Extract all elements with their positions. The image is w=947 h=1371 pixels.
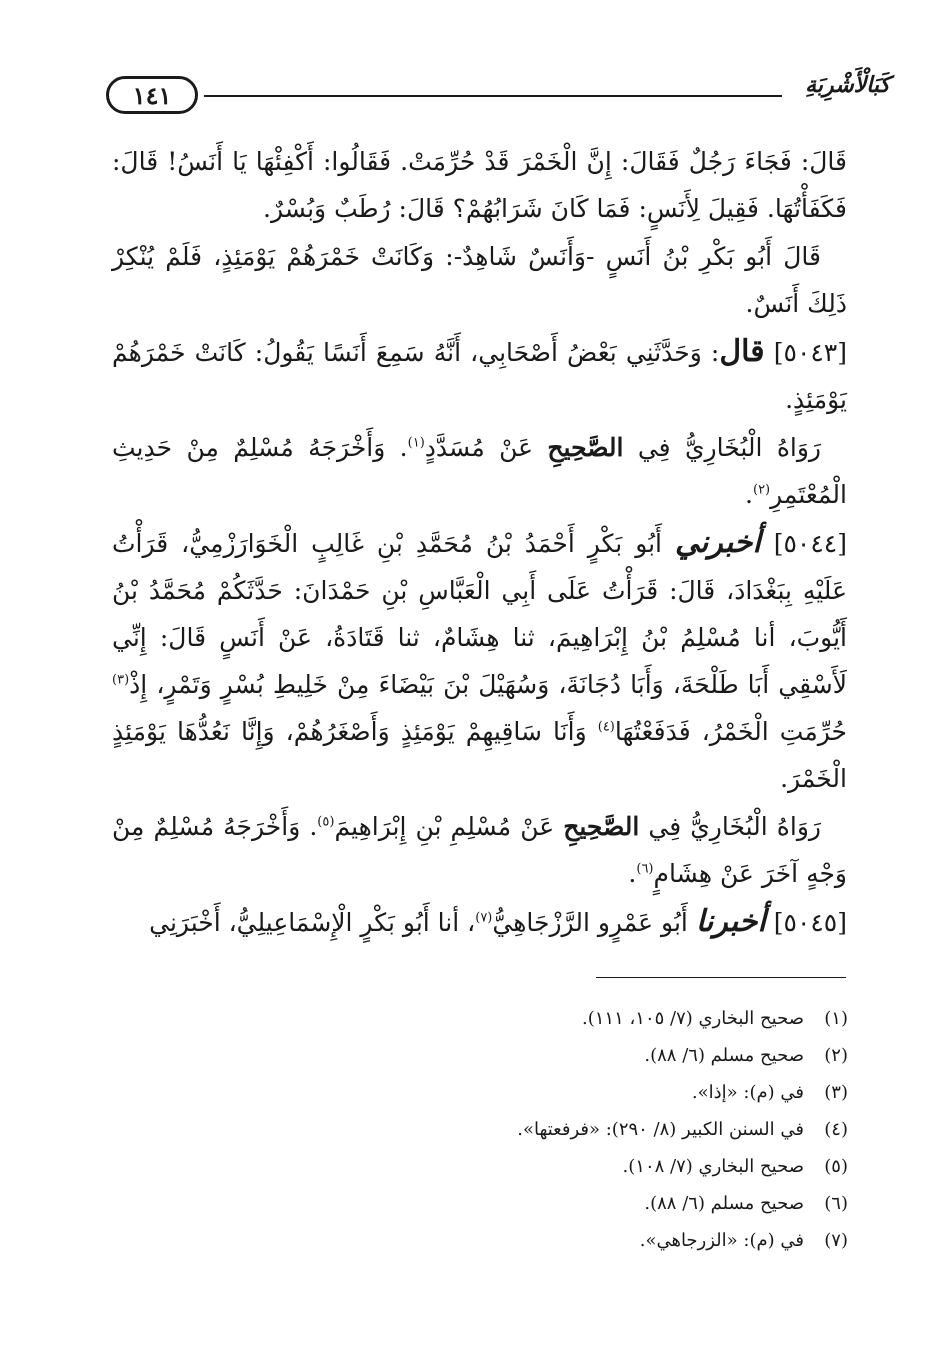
- footnote-item: [300, 1037, 848, 1074]
- running-header: [100, 66, 890, 126]
- footnotes: [300, 1000, 848, 1259]
- narration-lead: أخبرنا: [695, 904, 766, 939]
- paragraph-text: .: [628, 859, 637, 888]
- main-text: [112, 138, 847, 946]
- paragraph-1: [112, 138, 847, 232]
- paragraph-text: . وَأَخْرَجَهُ مُسْلِمٌ مِنْ حَدِيثِ الْمُعْتَمِرِ: [112, 433, 847, 509]
- footnote-text: صحيح مسلم (٦/ ٨٨).: [644, 1193, 804, 1214]
- narration-lead: قال: [719, 334, 765, 369]
- footnote-item: [300, 1074, 848, 1111]
- footnote-number: (٤): [824, 1119, 848, 1140]
- paragraph-text: أَبُو بَكْرٍ أَحْمَدُ بْنُ مُحَمَّدِ بْنِ غَالِبٍ الْخَوَارَزْمِيُّ، قَرَأْتُ عَلَيْهِ بِبَغْدَادَ، قَالَ: قَرَأْتُ عَلَى أَبِي الْعَبَّاسِ بْنِ حَمْدَانَ: حَدَّثَكُمْ مُحَمَّدُ بْنُ أَيُّوبَ، أنا مُسْلِمُ بْنُ إِبْرَاهِيمَ، ثنا هِشَامٌ، ثنا قَتَادَةُ، عَنْ أَنَسٍ قَالَ: إِنِّي لَأَسْقِي أَبَا طَلْحَةَ، وَأَبَا دُجَانَةَ، وَسُهَيْلَ بْنَ بَيْضَاءَ مِنْ خَلِيطِ بُسْرٍ وَتَمْرٍ، إِذْ: [112, 529, 847, 699]
- footnote-item: [300, 1000, 848, 1037]
- paragraph-text: أَبُو عَمْرٍو الرَّزْجَاهِيُّ: [492, 908, 688, 937]
- footnote-text: في (م): «إذا».: [691, 1082, 804, 1103]
- paragraph-text: قَالَ: فَجَاءَ رَجُلٌ فَقَالَ: إِنَّ الْخَمْرَ قَدْ حُرِّمَتْ. فَقَالُوا: أَكْفِئْهَا يَا أَنَسُ! قَالَ: فَكَفَأْتُهَا. فَقِيلَ لِأَنَسٍ: فَمَا كَانَ شَرَابُهُمْ؟ قَالَ: رُطَبٌ وَبُسْرٌ.: [112, 147, 847, 223]
- paragraph-text: عَنْ مُسَدَّدٍ: [424, 433, 534, 462]
- hadith-5045: [112, 898, 847, 946]
- footnote-text: صحيح مسلم (٦/ ٨٨).: [644, 1045, 804, 1066]
- paragraph-text: .: [745, 480, 753, 509]
- hadith-number: [٥٠٤٤]: [773, 529, 847, 558]
- footnote-separator: [596, 977, 846, 978]
- narration-lead: أخبرني: [674, 525, 761, 560]
- hadith-number: [٥٠٤٣]: [773, 338, 847, 367]
- footnote-ref[interactable]: (٥): [317, 814, 335, 830]
- footnote-item: [300, 1185, 848, 1222]
- footnote-number: (٢): [824, 1045, 848, 1066]
- footnote-number: (٣): [824, 1082, 848, 1103]
- footnote-text: في (م): «الزرجاهي».: [639, 1230, 804, 1251]
- footnote-number: (٦): [824, 1193, 848, 1214]
- footnote-ref[interactable]: (٦): [636, 861, 654, 877]
- footnote-ref[interactable]: (٣): [112, 672, 130, 688]
- footnote-number: (١): [824, 1008, 848, 1029]
- footnote-item: [300, 1111, 848, 1148]
- footnote-ref[interactable]: (٤): [597, 719, 615, 735]
- paragraph-text: رَوَاهُ الْبُخَارِيُّ فِي: [637, 433, 822, 462]
- page-number-badge: [106, 76, 198, 114]
- book-title: كَبَالْأَشْرِبَةِ: [805, 72, 890, 98]
- takhrij-5044: [112, 803, 847, 897]
- paragraph-text: حُرِّمَتِ الْخَمْرُ، فَدَفَعْتُهَا: [614, 717, 847, 746]
- hadith-5043: [112, 328, 847, 423]
- footnote-text: صحيح البخاري (٧/ ١٠٥، ١١١).: [581, 1008, 804, 1029]
- takhrij-5043: [112, 424, 847, 518]
- footnote-item: [300, 1148, 848, 1185]
- hadith-number: [٥٠٤٥]: [773, 908, 847, 937]
- footnote-ref[interactable]: (٧): [475, 910, 493, 926]
- paragraph-text: : وَحَدَّثَنِي بَعْضُ أَصْحَابِي، أَنَّهُ سَمِعَ أَنَسًا يَقُولُ: كَانَتْ خَمْرَهُمْ يَوْمَئِذٍ.: [112, 338, 847, 414]
- paragraph-text: قَالَ أَبُو بَكْرِ بْنُ أَنَسٍ -وَأَنَسٌ شَاهِدٌ-: وَكَانَتْ خَمْرَهُمْ يَوْمَئِذٍ، فَلَمْ يُنْكِرْ ذَلِكَ أَنَسٌ.: [112, 242, 847, 318]
- source-title: الصَّحِيحِ: [563, 812, 640, 841]
- paragraph-2: [112, 233, 847, 327]
- paragraph-text: وَأَنَا سَاقِيهِمْ يَوْمَئِذٍ وَأَصْغَرُهُمْ، وَإِنَّا نَعُدُّهَا يَوْمَئِذٍ الْخَمْرَ.: [112, 717, 847, 793]
- hadith-5044: [112, 519, 847, 802]
- header-rule: [204, 95, 782, 97]
- footnote-number: (٧): [824, 1230, 848, 1251]
- footnote-number: (٥): [824, 1156, 848, 1177]
- paragraph-text: رَوَاهُ الْبُخَارِيُّ فِي: [648, 812, 821, 841]
- page-number: ١٤١: [132, 80, 172, 110]
- footnote-ref[interactable]: (٢): [752, 482, 771, 498]
- footnote-text: صحيح البخاري (٧/ ١٠٨).: [622, 1156, 804, 1177]
- paragraph-text: . وَأَخْرَجَهُ مُسْلِمٌ مِنْ وَجْهٍ آخَرَ عَنْ هِشَامٍ: [112, 812, 847, 888]
- paragraph-text: ، أنا أَبُو بَكْرٍ الْإِسْمَاعِيلِيُّ، أَخْبَرَنِي: [149, 908, 476, 937]
- footnote-item: [300, 1222, 848, 1259]
- footnote-ref[interactable]: (١): [407, 435, 425, 451]
- footnote-text: في السنن الكبير (٨/ ٢٩٠): «فرفعتها».: [517, 1119, 804, 1140]
- source-title: الصَّحِيحِ: [547, 433, 624, 462]
- paragraph-text: عَنْ مُسْلِمِ بْنِ إِبْرَاهِيمَ: [334, 812, 555, 841]
